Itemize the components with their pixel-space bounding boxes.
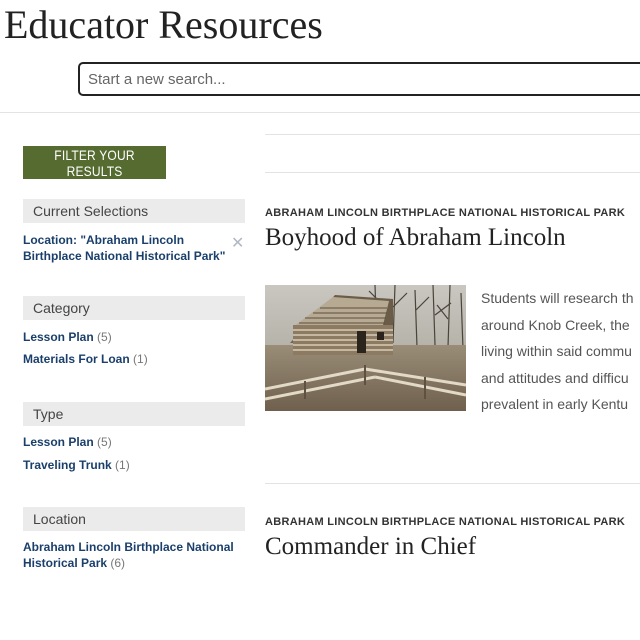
result-description [481, 285, 634, 418]
type-heading: Type [23, 402, 245, 426]
type-item-lesson-plan[interactable] [23, 434, 112, 450]
type-item-label: Lesson Plan [23, 435, 94, 449]
location-item-lincoln-birthplace[interactable] [23, 539, 234, 571]
category-item-label: Materials For Loan [23, 352, 130, 366]
category-item-count: (5) [97, 330, 112, 344]
current-selection-line1: Location: "Abraham Lincoln [23, 233, 185, 247]
search-input[interactable] [78, 62, 640, 96]
type-item-traveling-trunk[interactable] [23, 457, 130, 473]
result-desc-line: prevalent in early Kentu [481, 396, 629, 412]
results-top-divider [265, 134, 640, 135]
header-divider [0, 112, 640, 113]
result-desc-line: and attitudes and difficu [481, 369, 629, 386]
location-item-count: (6) [110, 556, 126, 570]
current-selections-heading: Current Selections [23, 199, 245, 223]
category-item-count: (1) [133, 352, 148, 366]
result-desc-line: Students will research th [481, 290, 634, 306]
current-selection-line2: Birthplace National Historical Park" [23, 249, 226, 263]
result-desc-line: living within said commu [481, 343, 632, 359]
location-heading: Location [23, 507, 245, 531]
type-item-count: (5) [97, 435, 112, 449]
result-title-link[interactable]: Boyhood of Abraham Lincoln [265, 224, 566, 251]
result-title-link[interactable]: Commander in Chief [265, 533, 477, 560]
result-desc-line: around Knob Creek, the [481, 316, 630, 333]
category-item-label: Lesson Plan [23, 330, 94, 344]
log-cabin-image [265, 285, 466, 411]
category-item-materials-for-loan[interactable] [23, 351, 148, 367]
type-item-count: (1) [115, 458, 130, 472]
current-selection-location-link[interactable] [23, 232, 225, 264]
result-divider [265, 483, 640, 484]
result-park-label: ABRAHAM LINCOLN BIRTHPLACE NATIONAL HISTORICAL PARK [265, 516, 626, 528]
result-park-label: ABRAHAM LINCOLN BIRTHPLACE NATIONAL HISTORICAL PARK [265, 207, 626, 219]
location-item-line1: Abraham Lincoln Birthplace National [23, 540, 234, 554]
filter-results-label: FILTER YOUR RESULTS [54, 146, 135, 179]
remove-selection-close-icon[interactable]: ✕ [231, 235, 245, 252]
filter-results-button[interactable] [23, 146, 166, 179]
category-item-lesson-plan[interactable] [23, 329, 112, 345]
result-thumbnail-image[interactable] [265, 285, 466, 411]
results-top-divider-2 [265, 172, 640, 173]
type-item-label: Traveling Trunk [23, 458, 112, 472]
page-title: Educator Resources [4, 2, 323, 47]
category-heading: Category [23, 296, 245, 320]
location-item-line2: Historical Park [23, 556, 108, 570]
